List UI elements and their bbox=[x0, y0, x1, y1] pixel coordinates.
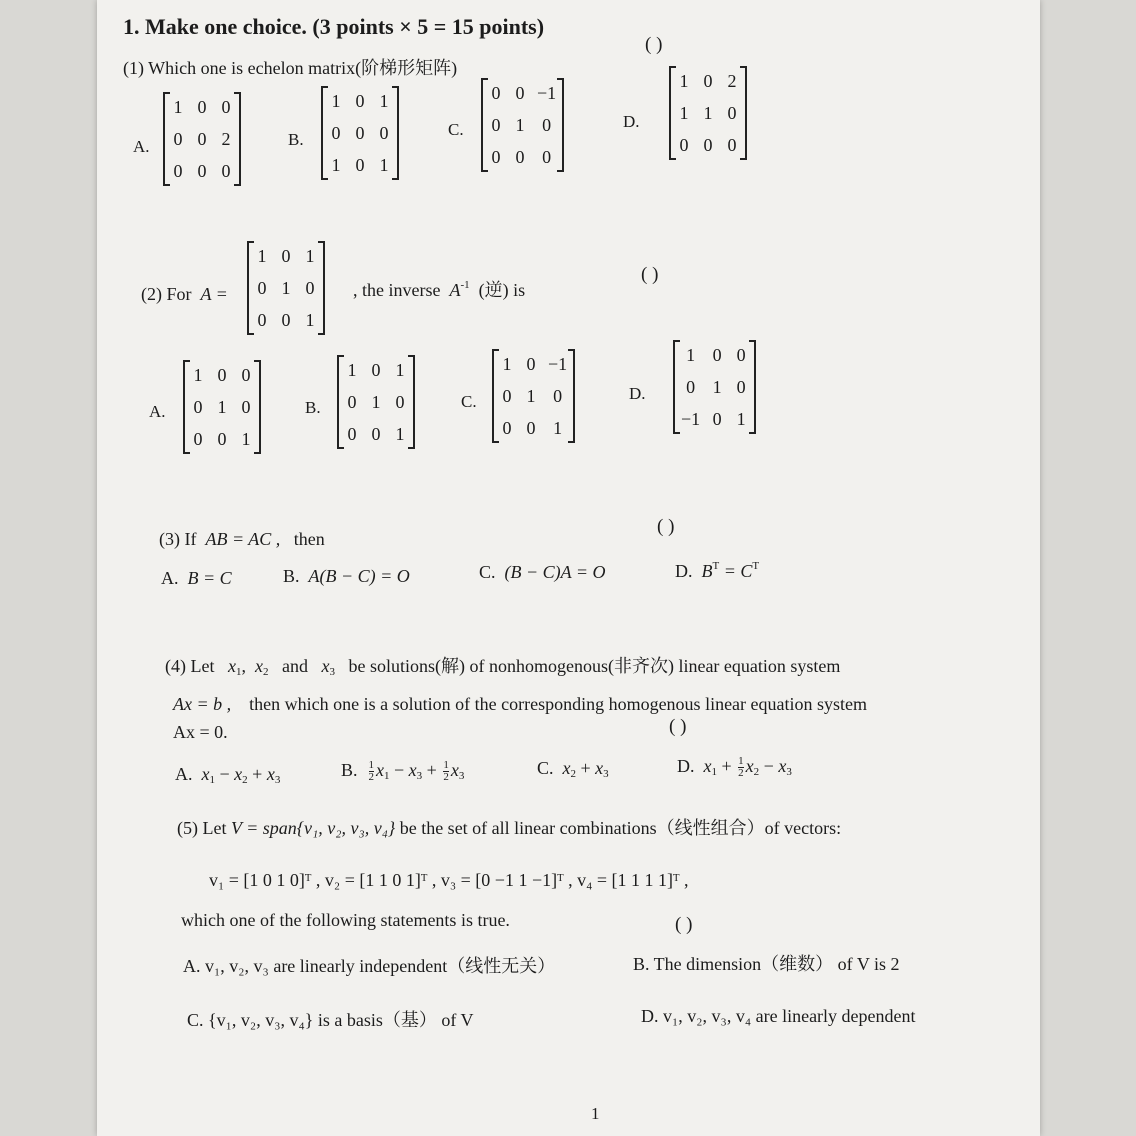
matrix-entry: −1 bbox=[681, 409, 701, 429]
matrix-entry: −1 bbox=[537, 83, 557, 103]
matrix-entry: 0 bbox=[379, 123, 389, 143]
matrix-entry: 1 bbox=[173, 97, 183, 117]
matrix-entry: 0 bbox=[371, 424, 381, 444]
q5-vectors: v₁ = [1 0 1 0]ᵀ , v₂ = [1 1 0 1]ᵀ , v₃ = [0 −1 1 −1]ᵀ , v₄ = [1 1 1 1]ᵀ , bbox=[209, 870, 689, 890]
matrix-entry: 1 bbox=[686, 345, 696, 365]
q1-prompt: (1) Which one is echelon matrix(阶梯形矩阵) bbox=[123, 58, 458, 78]
matrix-entry: 0 bbox=[502, 418, 512, 438]
matrix-entry: 0 bbox=[515, 83, 525, 103]
matrix-entry: 0 bbox=[727, 103, 737, 123]
matrix-entry: 0 bbox=[241, 397, 251, 417]
matrix-entry: 0 bbox=[355, 91, 365, 111]
q1-option-a-matrix bbox=[163, 94, 241, 184]
matrix-entry: 0 bbox=[526, 418, 536, 438]
exam-page bbox=[97, 0, 1040, 1136]
matrix-entry: 0 bbox=[727, 135, 737, 155]
matrix-entry: 0 bbox=[542, 147, 552, 167]
matrix-entry: 0 bbox=[395, 392, 405, 412]
q4-option-a: A. $x_1 - x_2 + x_3$ bbox=[175, 764, 281, 786]
matrix-entry: 1 bbox=[736, 409, 746, 429]
q4-option-c: C. $x_2 + x_3$ bbox=[537, 758, 609, 780]
matrix-entry: 1 bbox=[281, 278, 291, 298]
q1-option-d-label: D. bbox=[623, 112, 640, 131]
matrix-entry: 0 bbox=[173, 129, 183, 149]
q5-line1: (5) Let V = span{v₁, v₂, v₃, v₄} be the set of all linear combinations（线性组合）of vectors: bbox=[177, 818, 842, 838]
q3-prompt: (3) If AB = AC , then bbox=[159, 529, 325, 549]
matrix-entry: 0 bbox=[703, 135, 713, 155]
page-number: 1 bbox=[591, 1104, 600, 1123]
matrix-entry: 0 bbox=[371, 360, 381, 380]
matrix-entry: 0 bbox=[736, 377, 746, 397]
matrix-entry: 0 bbox=[703, 71, 713, 91]
matrix-entry: 0 bbox=[331, 123, 341, 143]
matrix-entry: 0 bbox=[515, 147, 525, 167]
matrix-entry: 0 bbox=[526, 354, 536, 374]
matrix-entry: 0 bbox=[355, 155, 365, 175]
q4-answer-paren: ( ) bbox=[669, 716, 687, 737]
matrix-entry: 0 bbox=[347, 424, 357, 444]
matrix-entry: 0 bbox=[553, 386, 563, 406]
q2-answer-paren: ( ) bbox=[641, 264, 659, 285]
q1-option-a-label: A. bbox=[133, 137, 150, 156]
q5-line3: which one of the following statements is true. bbox=[181, 910, 510, 930]
q2-option-a-label: A. bbox=[149, 402, 166, 421]
q4-option-b: B. $\frac{1}{2}$ $x_1 - x_3$ + $\frac{1}{2}$ $x_3$ bbox=[341, 759, 465, 784]
matrix-entry: 0 bbox=[217, 429, 227, 449]
q2-option-c-label: C. bbox=[461, 392, 477, 411]
matrix-entry: 0 bbox=[712, 345, 722, 365]
matrix-entry: 1 bbox=[679, 103, 689, 123]
q2-prefix: (2) For A = bbox=[141, 284, 228, 304]
matrix-entry: 0 bbox=[241, 365, 251, 385]
q1-option-c-label: C. bbox=[448, 120, 464, 139]
matrix-entry: 1 bbox=[193, 365, 203, 385]
matrix-entry: 1 bbox=[347, 360, 357, 380]
matrix-entry: 0 bbox=[347, 392, 357, 412]
matrix-entry: 0 bbox=[491, 147, 501, 167]
q1-option-c-matrix bbox=[481, 80, 564, 170]
q4-option-d: D. $x_1$ + $\frac{1}{2}$ $x_2 - x_3$ bbox=[677, 755, 792, 780]
matrix-entry: 1 bbox=[217, 397, 227, 417]
matrix-entry: −1 bbox=[548, 354, 568, 374]
matrix-entry: 1 bbox=[379, 155, 389, 175]
matrix-entry: 0 bbox=[355, 123, 365, 143]
q5-option-d: D. v₁, v₂, v₃, v₄ are linearly dependent bbox=[641, 1006, 916, 1026]
matrix-entry: 1 bbox=[679, 71, 689, 91]
matrix-entry: 1 bbox=[331, 91, 341, 111]
matrix-entry: 0 bbox=[197, 129, 207, 149]
matrix-entry: 0 bbox=[257, 278, 267, 298]
q5-option-b: B. The dimension（维数） of V is 2 bbox=[633, 954, 900, 974]
matrix-entry: 0 bbox=[736, 345, 746, 365]
matrix-entry: 0 bbox=[217, 365, 227, 385]
matrix-entry: 1 bbox=[257, 246, 267, 266]
q5-option-a: A. v₁, v₂, v₃ are linearly independent（线性无关） bbox=[183, 956, 556, 976]
q4-line2: Ax = b , then which one is a solution of the corresponding homogenous linear equation system bbox=[173, 694, 868, 714]
matrix-entry: 1 bbox=[305, 246, 315, 266]
q3-option-b: B. A(B − C) = O bbox=[283, 566, 410, 586]
matrix-entry: 0 bbox=[281, 310, 291, 330]
matrix-entry: 0 bbox=[197, 161, 207, 181]
q5-option-c: C. {v₁, v₂, v₃, v₄} is a basis（基） of V bbox=[187, 1010, 474, 1030]
matrix-entry: 1 bbox=[395, 360, 405, 380]
q3-answer-paren: ( ) bbox=[657, 516, 675, 537]
matrix-entry: 0 bbox=[193, 397, 203, 417]
q5-answer-paren: ( ) bbox=[675, 914, 693, 935]
q2-option-a-matrix bbox=[183, 362, 261, 452]
matrix-entry: 0 bbox=[679, 135, 689, 155]
matrix-entry: 0 bbox=[712, 409, 722, 429]
matrix-entry: 1 bbox=[241, 429, 251, 449]
q3-option-a: A. B = C bbox=[161, 568, 232, 588]
q2-suffix: , the inverse $A^{-1}$ (逆) is bbox=[353, 279, 526, 300]
q2-option-c-matrix bbox=[492, 351, 575, 441]
matrix-entry: 1 bbox=[526, 386, 536, 406]
matrix-entry: 0 bbox=[221, 161, 231, 181]
matrix-entry: 0 bbox=[491, 115, 501, 135]
q2-option-b-matrix bbox=[337, 357, 415, 447]
matrix-entry: 1 bbox=[305, 310, 315, 330]
matrix-entry: 0 bbox=[305, 278, 315, 298]
matrix-entry: 0 bbox=[257, 310, 267, 330]
matrix-entry: 0 bbox=[542, 115, 552, 135]
q2-option-d-matrix bbox=[673, 342, 756, 432]
q2-matrix-a bbox=[247, 243, 325, 333]
matrix-entry: 0 bbox=[197, 97, 207, 117]
q1-option-b-label: B. bbox=[288, 130, 304, 149]
q1-option-b-matrix bbox=[321, 88, 399, 178]
matrix-entry: 0 bbox=[491, 83, 501, 103]
q1-option-d-matrix bbox=[669, 68, 747, 158]
q4-line1: (4) Let $x_1$, $x_2$ and $x_3$ be solutions(解) of nonhomogenous(非齐次) linear equation system bbox=[165, 656, 841, 678]
matrix-entry: 1 bbox=[515, 115, 525, 135]
matrix-entry: 0 bbox=[193, 429, 203, 449]
matrix-entry: 1 bbox=[553, 418, 563, 438]
q2-option-d-label: D. bbox=[629, 384, 646, 403]
matrix-entry: 1 bbox=[371, 392, 381, 412]
matrix-entry: 2 bbox=[727, 71, 737, 91]
matrix-entry: 2 bbox=[221, 129, 231, 149]
matrix-entry: 1 bbox=[703, 103, 713, 123]
section-header: 1. Make one choice. (3 points × 5 = 15 points) bbox=[123, 14, 545, 39]
matrix-entry: 0 bbox=[686, 377, 696, 397]
q3-option-c: C. (B − C)A = O bbox=[479, 562, 606, 582]
matrix-entry: 1 bbox=[379, 91, 389, 111]
q2-option-b-label: B. bbox=[305, 398, 321, 417]
q3-option-d: D. $B^T = C^T$ bbox=[675, 560, 760, 581]
matrix-entry: 1 bbox=[331, 155, 341, 175]
matrix-entry: 0 bbox=[221, 97, 231, 117]
matrix-entry: 0 bbox=[502, 386, 512, 406]
matrix-entry: 0 bbox=[281, 246, 291, 266]
matrix-entry: 1 bbox=[502, 354, 512, 374]
matrix-entry: 1 bbox=[712, 377, 722, 397]
q4-line3: Ax = 0. bbox=[173, 722, 228, 742]
matrix-entry: 1 bbox=[395, 424, 405, 444]
q1-answer-paren: ( ) bbox=[645, 34, 663, 55]
matrix-entry: 0 bbox=[173, 161, 183, 181]
